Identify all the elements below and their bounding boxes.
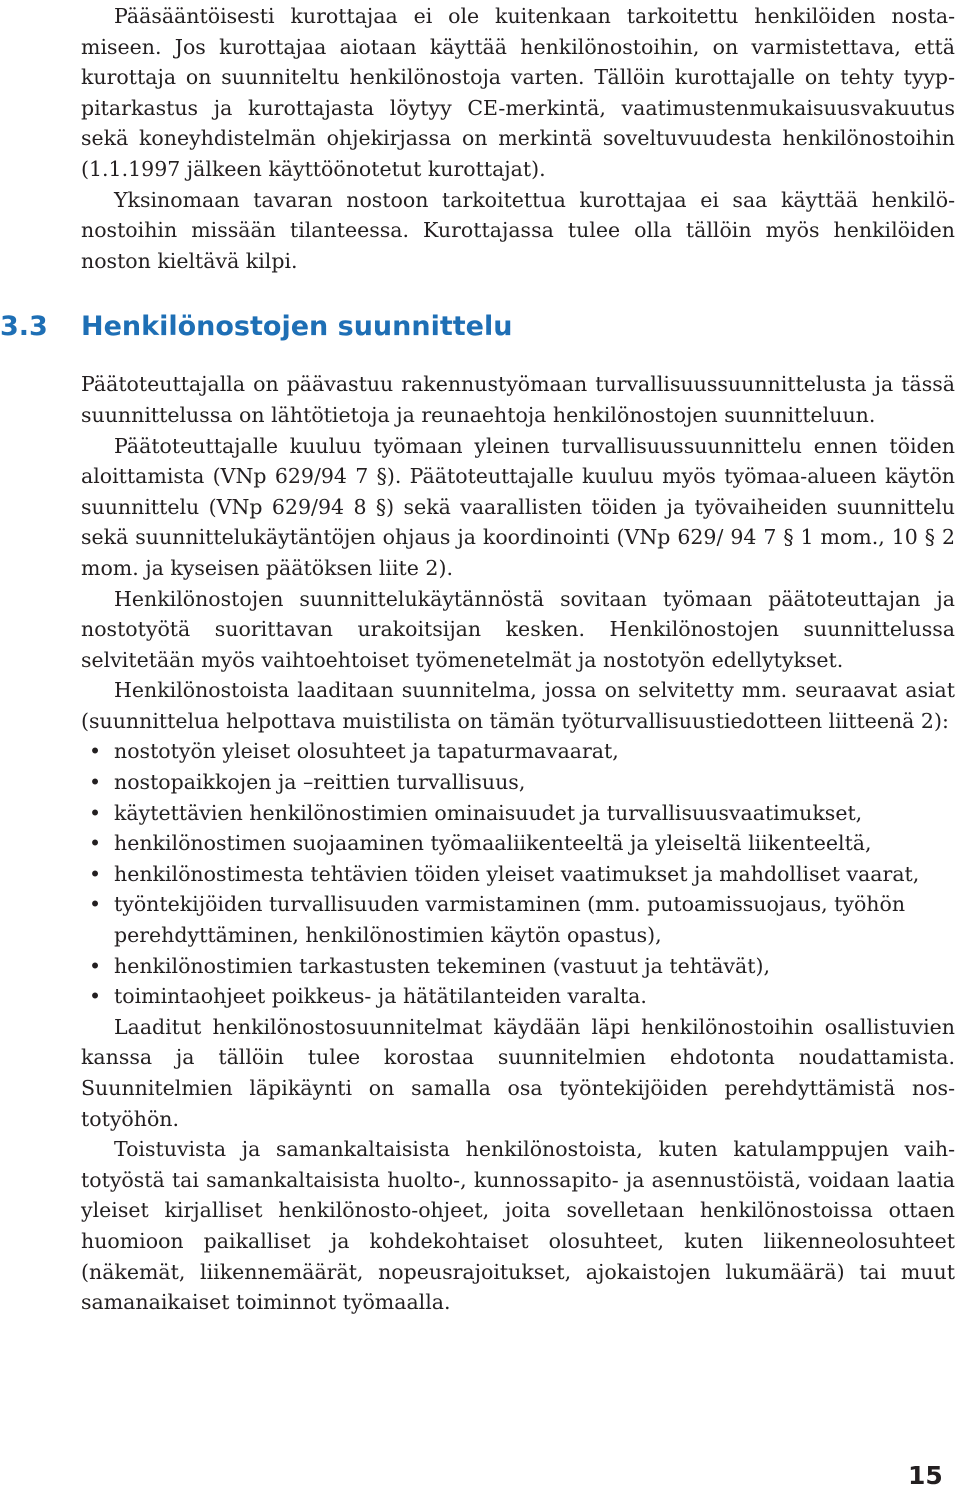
checklist [81,736,955,1011]
section-paragraph-4: Henkilönostoista laaditaan suunnitelma, jossa on selvitetty mm. seuraavat asiat (suunnittelua helpottava muistilista on tämän työturvallisuustiedotteen liitteenä 2): [81,678,955,733]
bullet-icon: • [89,861,102,886]
list-item-text: käytettävien henkilönostimien ominaisuudet ja turvallisuusvaatimukset, [114,800,863,825]
list-item-text: nostotyön yleiset olosuhteet ja tapaturmavaarat, [114,739,619,764]
list-item [81,736,955,767]
bullet-icon: • [89,892,102,917]
section-number: 3.3 [0,311,48,343]
bullet-icon: • [89,953,102,978]
intro-paragraph-1: Pääsääntöisesti kurottajaa ei ole kuitenkaan tarkoitettu henkilöiden nostamiseen. Jos kurottajaa aiotaan käyttää henkilönostoihin, on varmistettava, että kurottaja on suunniteltu henkilönostoja varten. Tällöin kurottajalle on tehty tyyppitarkastus ja kurottajasta löytyy CE-merkintä, vaatimustenmukaisuusvakuutus sekä koneyhdistelmän ohjekirjassa on merkintä soveltuvuudesta henkilönostoihin (1.1.1997 jälkeen käyttöönotetut kurottajat). [81,4,955,181]
list-item-text: nostopaikkojen ja –reittien turvallisuus, [114,770,526,795]
intro-paragraph-2: Yksinomaan tavaran nostoon tarkoitettua kurottajaa ei saa käyttää henkilönostoihin missään tilanteessa. Kurottajassa tulee olla tällöin myös henkilöiden noston kieltävä kilpi. [81,187,955,273]
bullet-icon: • [89,739,102,764]
section-paragraph-3: Henkilönostojen suunnittelukäytännöstä sovitaan työmaan päätoteuttajan ja nostotyötä suorittavan urakoitsijan kesken. Henkilönostojen suunnittelussa selvitetään myös vaihtoehtoiset työmenetelmät ja nostotyön edellytykset. [81,586,955,672]
list-item-text: työntekijöiden turvallisuuden varmistaminen (mm. putoamissuojaus, työhön perehdyttäminen, henkilönostimien käytön opastus), [114,892,906,948]
list-item [81,981,955,1012]
bullet-icon: • [89,831,102,856]
list-item [81,767,955,798]
list-item-text: toimintaohjeet poikkeus- ja hätätilanteiden varalta. [114,984,647,1009]
section-heading [0,307,955,347]
list-item [81,828,955,859]
list-item-text: henkilönostimien tarkastusten tekeminen (vastuut ja tehtävät), [114,953,770,978]
list-item-text: henkilönostimen suojaaminen työmaaliikenteeltä ja yleiseltä liikenteeltä, [114,831,872,856]
bullet-icon: • [89,984,102,1009]
bullet-icon: • [89,800,102,825]
section-paragraph-1: Päätoteuttajalla on päävastuu rakennustyömaan turvallisuussuunnittelusta ja tässä suunnittelussa on lähtötietoja ja reunaehtoja henkilönostojen suunnitteluun. [81,372,955,427]
list-item [81,859,955,890]
list-item-text: henkilönostimesta tehtävien töiden yleiset vaatimukset ja mahdolliset vaarat, [114,861,920,886]
section-paragraph-2: Päätoteuttajalle kuuluu työmaan yleinen turvallisuussuunnittelu ennen töiden aloittamista (VNp 629/94 7 §). Päätoteuttajalle kuuluu myös työmaa-alueen käytön suunnittelu (VNp 629/94 8 §) sekä vaarallisten töiden ja työvaiheiden suunnittelu sekä suunnittelukäytäntöjen ohjaus ja koordinointi (VNp 629/ 94 7 § 1 mom., 10 § 2 mom. ja kyseisen päätöksen liite 2). [81,433,955,580]
page-number: 15 [908,1461,943,1490]
section-paragraph-6: Toistuvista ja samankaltaisista henkilönostoista, kuten katulamppujen vaihtotyöstä tai samankaltaisista huolto-, kunnossapito- ja asennustöistä, voidaan laatia yleiset kirjalliset henkilönosto-ohjeet, joita sovelletaan henkilönostoissa ottaen huomioon paikalliset ja kohdekohtaiset olosuhteet, kuten liikenneolosuhteet (näkemät, liikennemäärät, nopeusrajoitukset, ajokaistojen lukumäärä) tai muut samanaikaiset toiminnot työmaalla. [81,1137,955,1315]
section-title: Henkilönostojen suunnittelu [81,311,513,343]
bullet-icon: • [89,770,102,795]
section-paragraph-5: Laaditut henkilönostosuunnitelmat käydään läpi henkilönostoihin osallistuvien kanssa ja tällöin tulee korostaa suunnitelmien ehdotonta noudattamista. Suunnitelmien läpikäynti on samalla osa työntekijöiden perehdyttämistä nostotyöhön. [81,1014,955,1131]
list-item [81,798,955,829]
list-item [81,889,955,950]
list-item [81,951,955,982]
